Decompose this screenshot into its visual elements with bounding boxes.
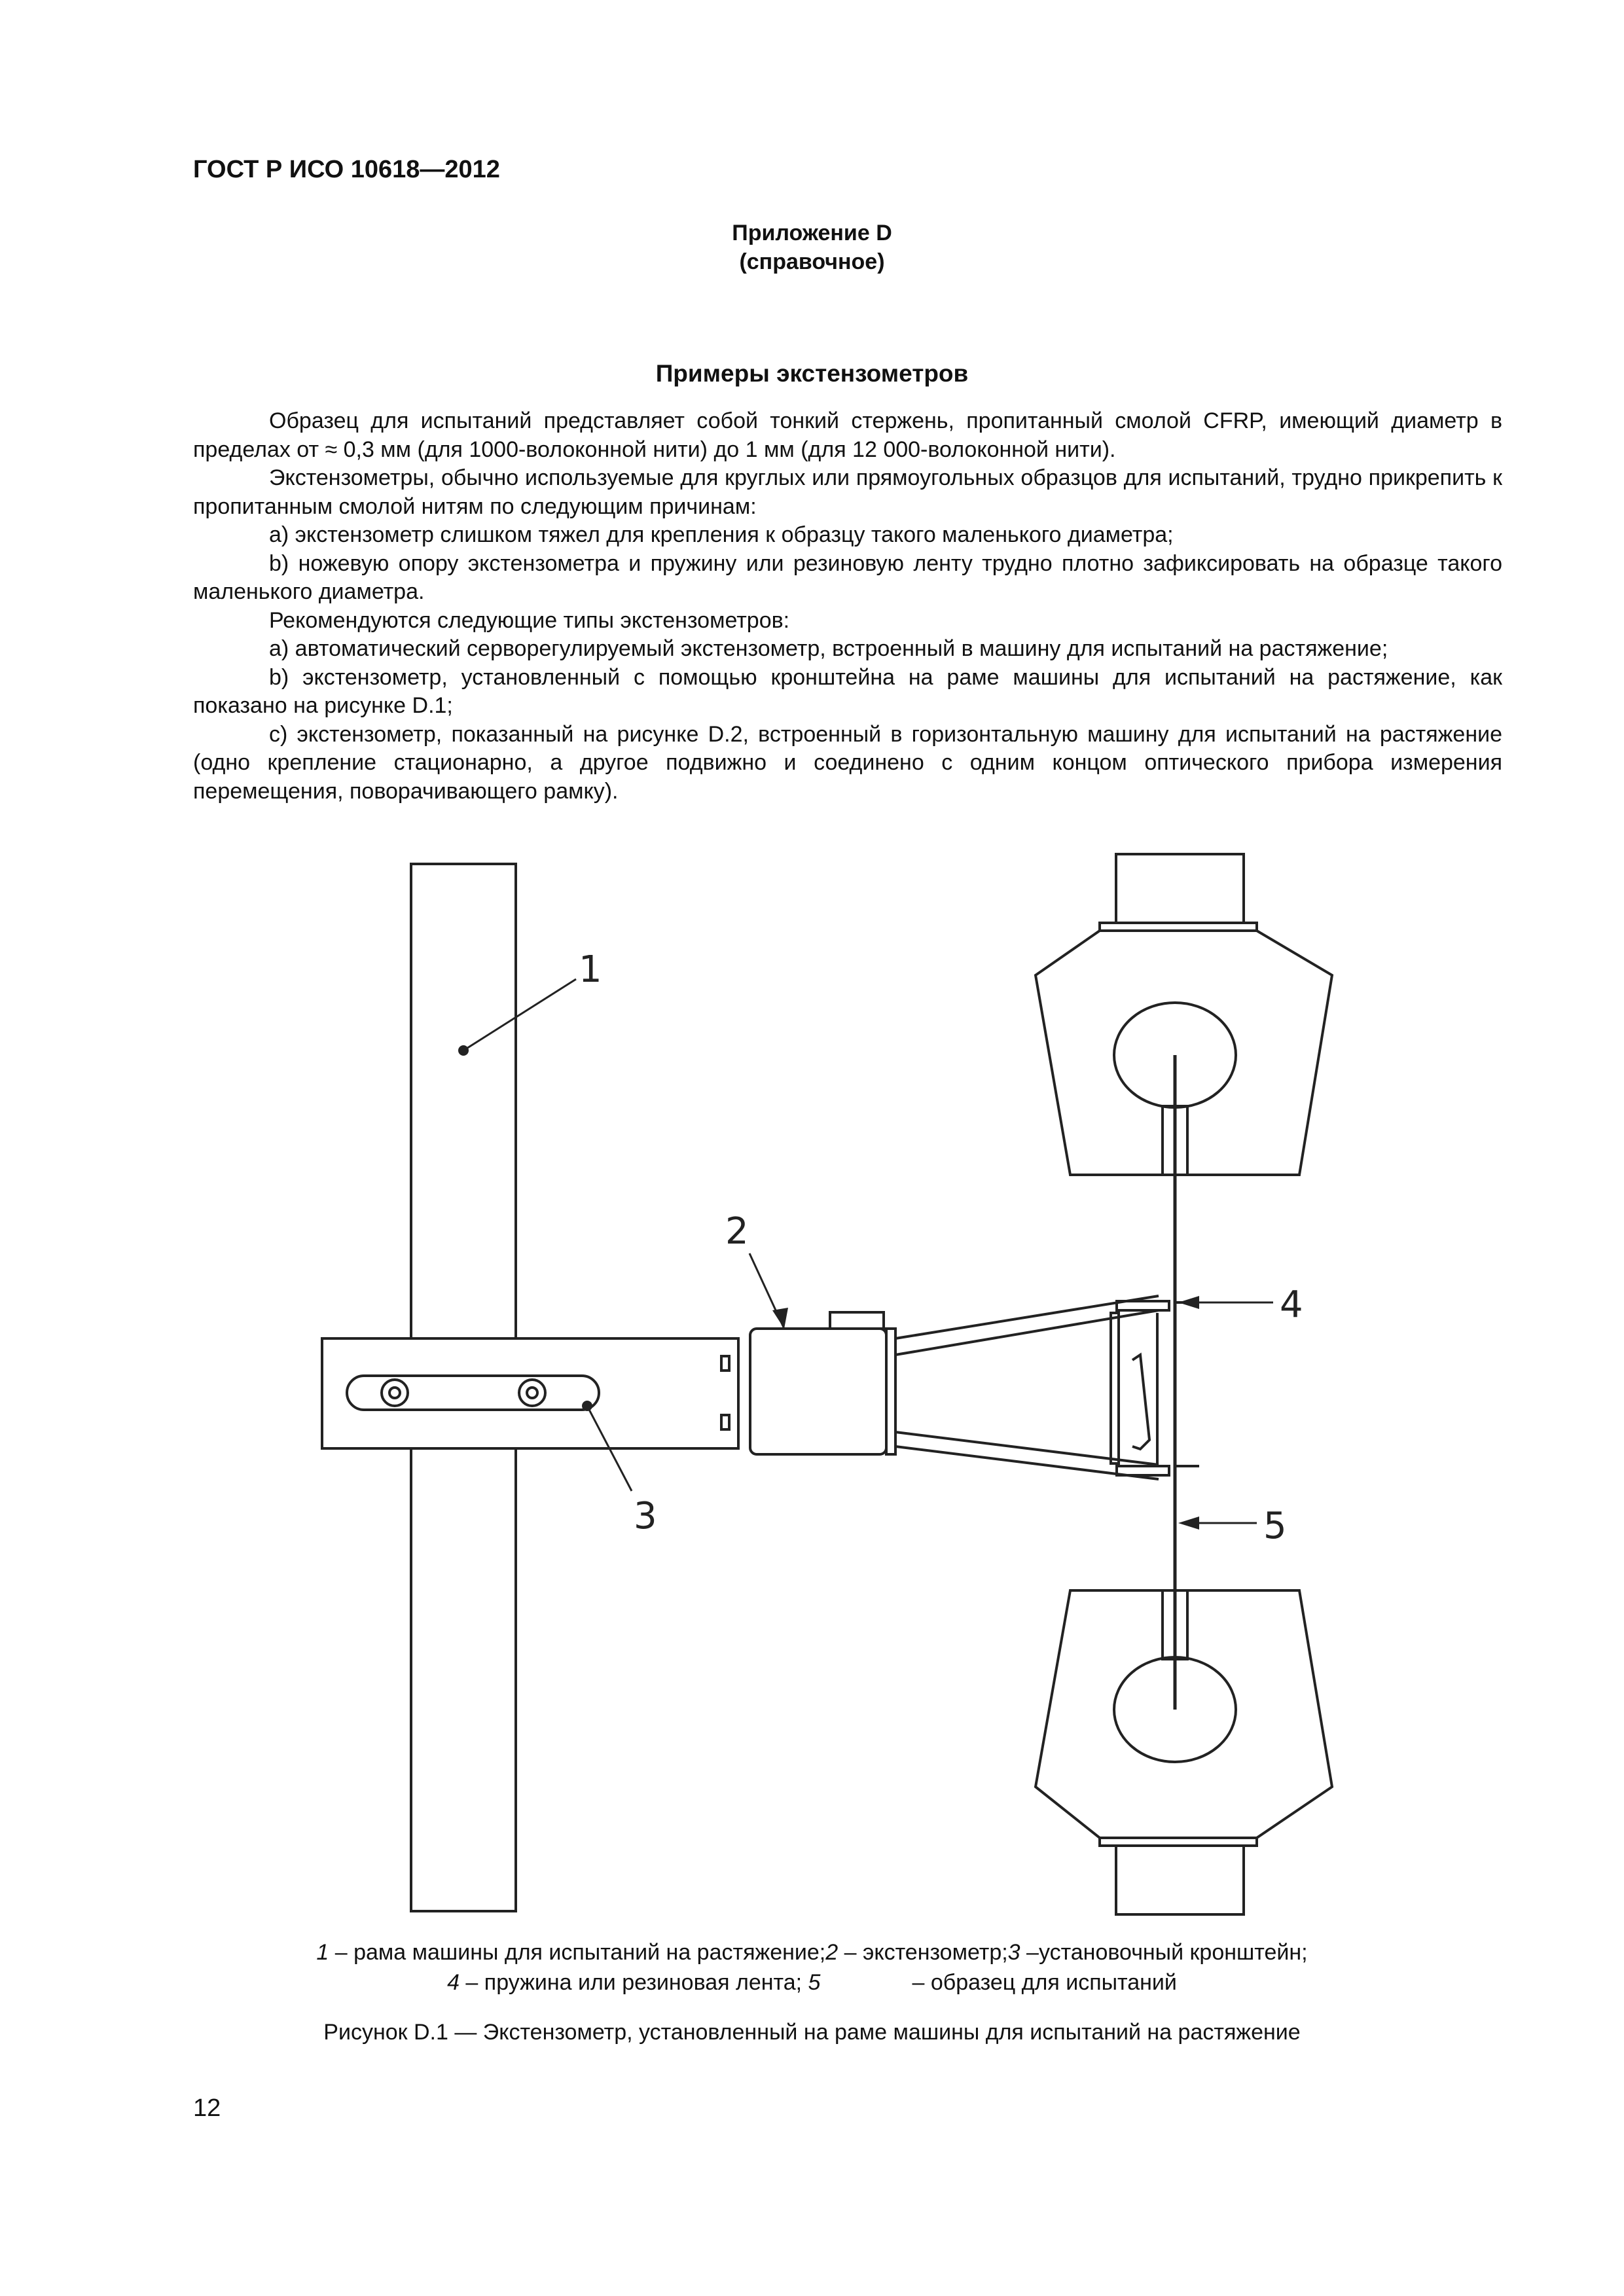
section-title: Примеры экстензометров: [655, 360, 969, 387]
legend-line-2: 4 – пружина или резиновая лента; 5 – образец для испытаний: [447, 1970, 1177, 1995]
legend-num-1: 1: [316, 1940, 329, 1965]
upper-grip-stem: [1116, 854, 1244, 923]
legend-num-4: 4: [447, 1970, 460, 1995]
list-item: a) автоматический серворегулируемый экстензометр, встроенный в машину для испытаний на растяжение;: [269, 636, 1388, 661]
list-item: a) экстензометр слишком тяжел для крепления к образцу такого маленького диаметра;: [269, 522, 1174, 547]
extensometer-bar: [1111, 1313, 1119, 1463]
callout-dot-1: [460, 1047, 467, 1054]
callout-leader-1: [463, 979, 576, 1050]
legend-num-2: 2: [825, 1940, 839, 1965]
callout-dot-3: [583, 1402, 591, 1410]
annex-kind: (справочное): [739, 249, 885, 274]
mounting-bracket: [322, 1338, 738, 1448]
callout-label-2: 2: [725, 1210, 749, 1253]
paragraph: Рекомендуются следующие типы экстензометров:: [269, 607, 790, 633]
extensometer-flange: [886, 1329, 895, 1454]
callout-arrow-5: [1178, 1516, 1199, 1530]
figure-legend: [0, 1937, 1624, 1998]
legend-line-1: 1 – рама машины для испытаний на растяжение;2 – экстензометр;3 –установочный кронштейн;: [316, 1940, 1308, 1965]
extensometer-spring-plate: [1132, 1355, 1149, 1449]
lower-grip: [1036, 1590, 1332, 1838]
annex-title: Приложение D: [732, 221, 892, 245]
extensometer-top-block: [830, 1312, 884, 1329]
extensometer-body: [750, 1329, 886, 1454]
upper-grip: [1036, 931, 1332, 1175]
paragraph: Экстензометры, обычно используемые для круглых или прямоугольных образцов для испытаний, трудно прикрепить к пропитанным смолой нитям по следующим причинам:: [193, 465, 1502, 519]
callout-label-1: 1: [579, 948, 602, 991]
list-item: c) экстензометр, показанный на рисунке D.2, встроенный в горизонтальную машину для испытаний на растяжение (одно крепление стационарно, а другое подвижно и соединено с одним концом оптического прибора измерения перемещения, поворачивающего рамку).: [193, 721, 1502, 804]
page-number: 12: [193, 2094, 221, 2122]
legend-num-3: 3: [1007, 1940, 1020, 1965]
callout-label-3: 3: [634, 1495, 657, 1537]
lower-grip-stem: [1116, 1846, 1244, 1914]
list-item: b) ножевую опору экстензометра и пружину или резиновую ленту трудно плотно зафиксировать на образце такого маленького диаметра.: [193, 550, 1502, 604]
callout-arrow-2: [772, 1308, 788, 1329]
list-item: b) экстензометр, установленный с помощью кронштейна на раме машины для испытаний на растяжение, как показано на рисунке D.1;: [193, 664, 1502, 718]
callout-label-5: 5: [1263, 1505, 1287, 1547]
figure-caption: Рисунок D.1 — Экстензометр, установленный на раме машины для испытаний на растяжение: [323, 2020, 1301, 2045]
legend-num-5: 5: [808, 1970, 821, 1995]
callout-arrow-4: [1178, 1296, 1199, 1309]
paragraph: Образец для испытаний представляет собой тонкий стержень, пропитанный смолой CFRP, имеющий диаметр в пределах от ≈ 0,3 мм (для 1000-волоконной нити) до 1 мм (для 12 000-волоконной нити).: [193, 408, 1502, 462]
callout-label-4: 4: [1280, 1283, 1303, 1326]
document-header: ГОСТ Р ИСО 10618—2012: [193, 156, 500, 183]
